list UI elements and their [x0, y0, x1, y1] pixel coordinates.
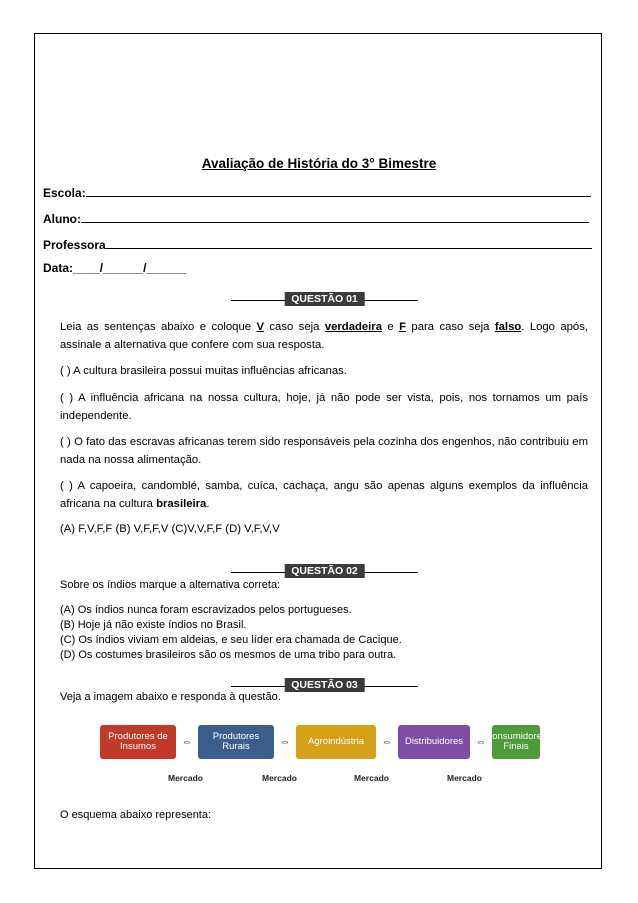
market-label: Mercado [262, 773, 297, 783]
q1-instructions: Leia as sentenças abaixo e coloque V caso seja verdadeira e F para caso seja falso. Logo após, assinale a alternativa que confere com sua resposta. [60, 321, 589, 351]
supply-chain-diagram [100, 725, 547, 785]
box-produtores-insumos: Produtores de Insumos [100, 725, 176, 759]
question-01-header: QUESTÃO 01 [231, 292, 418, 306]
aluno-field[interactable]: Aluno: [43, 210, 593, 226]
market-label: Mercado [354, 773, 389, 783]
q3-footer: O esquema abaixo representa: [60, 809, 212, 821]
q2-option-d[interactable]: (D) Os costumes brasileiros são os mesmos de uma tribo para outra. [60, 649, 397, 661]
q2-option-c[interactable]: (C) Os índios viviam em aldeias, e seu líder era chamada de Cacique. [60, 634, 402, 646]
double-arrow-icon: ⇔ [279, 736, 291, 748]
market-label: Mercado [447, 773, 482, 783]
q1-options: (A) F,V,F,F (B) V,F,F,V (C)V,V,F,F (D) V,F,V,V [60, 523, 280, 535]
double-arrow-icon: ⇔ [475, 736, 487, 748]
double-arrow-icon: ⇔ [381, 736, 393, 748]
q2-option-a[interactable]: (A) Os índios nunca foram escravizados pelos portugueses. [60, 604, 352, 616]
q3-prompt: Veja a imagem abaixo e responda à questão. [60, 691, 281, 703]
professora-field[interactable]: Professora [43, 236, 593, 252]
q1-statement-4: ( ) A capoeira, candomblé, samba, cuíca, cachaça, angu são apenas alguns exemplos da influência africana na cultura brasileira. [60, 480, 588, 510]
box-produtores-rurais: Produtores Rurais [198, 725, 274, 759]
escola-field[interactable]: Escola: [43, 184, 593, 200]
data-field[interactable]: Data:____/______/______ [43, 261, 187, 275]
question-03-header: QUESTÃO 03 [231, 678, 418, 692]
q2-prompt: Sobre os índios marque a alternativa correta: [60, 579, 281, 591]
double-arrow-icon: ⇔ [181, 736, 193, 748]
q1-statement-3: ( ) O fato das escravas africanas terem sido responsáveis pela cozinha dos engenhos, não contribuiu em nada na nossa alimentação. [60, 436, 588, 466]
box-consumidores-finais: Consumidores Finais [492, 725, 540, 759]
q1-statement-2: ( ) A influência africana na nossa cultura, hoje, já não pode ser vista, pois, nos tornamos um país independente. [60, 392, 588, 422]
page-title: Avaliação de História do 3° Bimestre [201, 156, 437, 171]
box-distribuidores: Distribuidores [398, 725, 470, 759]
market-label: Mercado [168, 773, 203, 783]
question-02-header: QUESTÃO 02 [231, 564, 418, 578]
q2-option-b[interactable]: (B) Hoje já não existe índios no Brasil. [60, 619, 247, 631]
box-agroindustria: Agroindústria [296, 725, 376, 759]
q1-statement-1: ( ) A cultura brasileira possui muitas influências africanas. [60, 365, 347, 377]
